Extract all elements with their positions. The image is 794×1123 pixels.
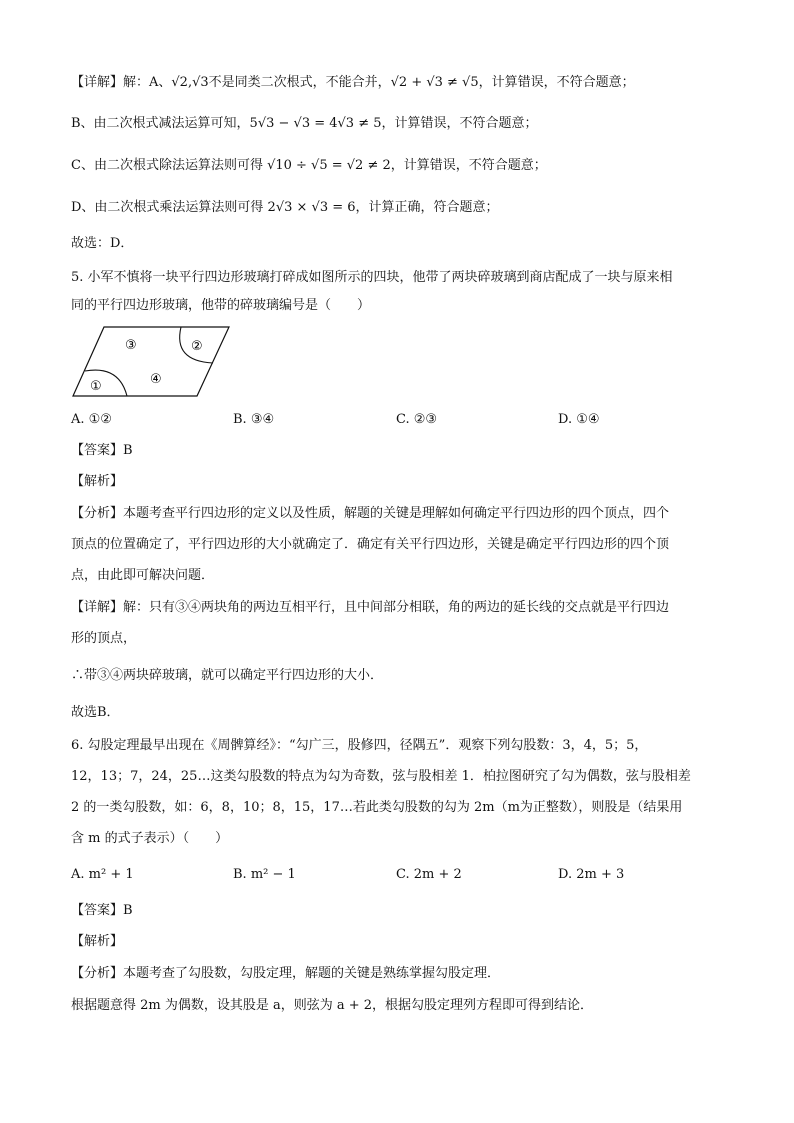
piece-label-3: ③ <box>125 338 137 353</box>
q5-analysis-header: 【解析】 <box>71 474 124 489</box>
q5-answer: 【答案】B <box>71 443 133 458</box>
q5-analysis-line3: 点，由此即可解决问题． <box>71 568 215 583</box>
choice-d-line: 故选：D． <box>71 236 134 251</box>
q5-analysis-line2: 顶点的位置确定了，平行四边形的大小就确定了．确定有关平行四边形，关键是确定平行四边形的四个顶 <box>71 537 670 552</box>
piece-label-2: ② <box>191 339 203 354</box>
q6-analysis-line1: 【分析】本题考查了勾股数，勾股定理，解题的关键是熟练掌握勾股定理． <box>71 966 501 981</box>
detail-line-b: B、由二次根式减法运算可知，5√3 − √3 = 4√3 ≠ 5，计算错误，不符合题意； <box>71 116 538 131</box>
q5-option-d: D. ①④ <box>558 412 600 427</box>
q5-option-a: A. ①② <box>71 412 112 427</box>
q6-option-c: C. 2m + 2 <box>396 867 462 882</box>
q6-stem-line4: 含 m 的式子表示）（ ） <box>71 831 229 846</box>
q6-answer: 【答案】B <box>71 903 133 918</box>
q5-detail-line2: 形的顶点， <box>71 631 137 646</box>
q5-analysis-line1: 【分析】本题考查平行四边形的定义以及性质，解题的关键是理解如何确定平行四边形的四个顶点，四个 <box>71 506 670 521</box>
q5-detail-line1: 【详解】解：只有③④两块角的两边互相平行，且中间部分相联，角的两边的延长线的交点就是平行四边 <box>71 600 670 615</box>
q6-analysis-line2: 根据题意得 2m 为偶数，设其股是 a，则弦为 a + 2，根据勾股定理列方程即可得到结论． <box>71 998 594 1013</box>
q5-stem-line2: 同的平行四边形玻璃，他带的碎玻璃编号是（ ） <box>71 298 371 313</box>
detail-line-a: 【详解】解：A、√2,√3不是同类二次根式，不能合并，√2 + √3 ≠ √5，计算错误，不符合题意； <box>71 75 635 90</box>
q5-choice-line: 故选B． <box>71 705 120 720</box>
piece-label-4: ④ <box>150 372 162 387</box>
q5-option-b: B. ③④ <box>233 412 275 427</box>
piece-label-1: ① <box>90 379 102 394</box>
q6-option-d: D. 2m + 3 <box>558 867 625 882</box>
q5-stem-line1: 5. 小军不慎将一块平行四边形玻璃打碎成如图所示的四块，他带了两块碎玻璃到商店配成了一块与原来相 <box>71 270 673 285</box>
detail-line-d: D、由二次根式乘法运算法则可得 2√3 × √3 = 6，计算正确，符合题意； <box>71 200 499 215</box>
q6-stem-line3: 2 的一类勾股数，如：6，8，10；8，15，17…若此类勾股数的勾为 2m（m为正整数），则股是（结果用 <box>71 800 683 815</box>
q6-stem-line2: 12，13；7，24，25…这类勾股数的特点为勾为奇数，弦与股相差 1．柏拉图研究了勾为偶数，弦与股相差 <box>71 769 691 784</box>
q6-option-a: A. m² + 1 <box>71 867 134 882</box>
q6-analysis-header: 【解析】 <box>71 934 124 949</box>
q6-option-b: B. m² − 1 <box>233 867 296 882</box>
q6-stem-line1: 6. 勾股定理最早出现在《周髀算经》：“勾广三，股修四，径隅五”．观察下列勾股数：3，4，5；5， <box>71 738 648 753</box>
q5-option-c: C. ②③ <box>396 412 438 427</box>
detail-line-c: C、由二次根式除法运算法则可得 √10 ÷ √5 = √2 ≠ 2，计算错误，不符合题意； <box>71 158 547 173</box>
q5-detail-line3: ∴带③④两块碎玻璃，就可以确定平行四边形的大小． <box>71 668 384 683</box>
parallelogram-figure <box>71 325 231 399</box>
